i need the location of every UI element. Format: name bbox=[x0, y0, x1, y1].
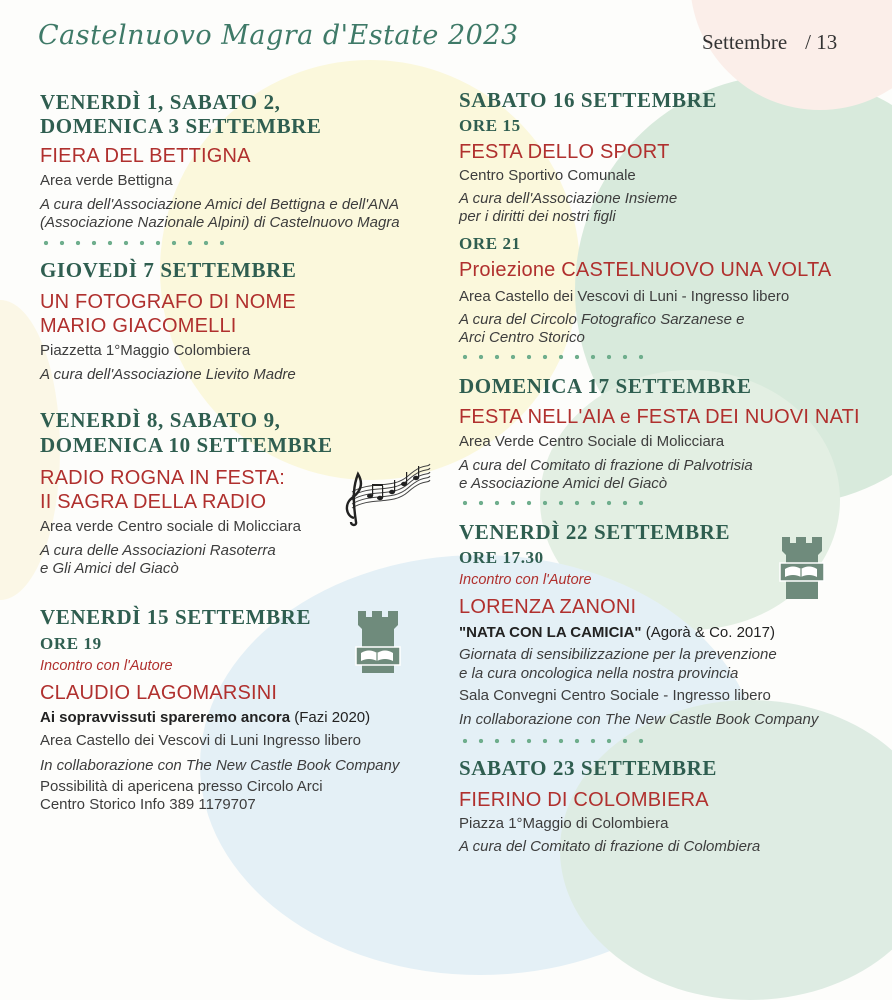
book-info: (Fazi 2020) bbox=[290, 709, 371, 726]
event-note: e Associazione Amici del Giacò bbox=[459, 475, 668, 492]
event-note: A cura del Comitato di frazione di Colombiera bbox=[459, 838, 761, 855]
title-part: e bbox=[619, 407, 631, 428]
event-title: CLAUDIO LAGOMARSINI bbox=[40, 682, 278, 704]
event-place: Area verde Bettigna bbox=[40, 172, 173, 189]
event-title: UN FOTOGRAFO DI NOME bbox=[40, 291, 296, 313]
event-note: A cura del Comitato di frazione di Palvotrisia bbox=[459, 457, 753, 474]
music-notes-icon bbox=[338, 460, 432, 528]
event-note: A cura delle Associazioni Rasoterra bbox=[40, 542, 276, 559]
title-prefix: Proiezione bbox=[459, 259, 562, 281]
page-number: / 13 bbox=[805, 30, 838, 54]
event-place: Area Verde Centro Sociale di Molicciara bbox=[459, 433, 725, 450]
event-book bbox=[40, 709, 370, 726]
event-day: DOMENICA 10 SETTEMBRE bbox=[40, 433, 333, 457]
dotted-separator bbox=[457, 500, 649, 506]
event-place: Area Castello dei Vescovi di Luni - Ingresso libero bbox=[459, 288, 790, 305]
event-title: FIERINO DI COLOMBIERA bbox=[459, 789, 709, 811]
event-day: GIOVEDÌ 7 SETTEMBRE bbox=[40, 258, 297, 282]
month-label: Settembre bbox=[702, 30, 788, 54]
event-title: FIERA DEL BETTIGNA bbox=[40, 145, 251, 167]
event-title bbox=[459, 405, 860, 430]
page-indicator bbox=[702, 30, 837, 55]
event-day: VENERDÌ 22 SETTEMBRE bbox=[459, 520, 731, 544]
event-note: e Gli Amici del Giacò bbox=[40, 560, 179, 577]
event-category: Incontro con l'Autore bbox=[459, 572, 592, 588]
event-note: per i diritti dei nostri figli bbox=[459, 208, 616, 225]
event-title: II SAGRA DELLA RADIO bbox=[40, 491, 267, 513]
event-place: Piazzetta 1°Maggio Colombiera bbox=[40, 342, 251, 359]
event-note: (Associazione Nazionale Alpini) di Castelnuovo Magra bbox=[40, 214, 400, 231]
event-day: VENERDÌ 8, SABATO 9, bbox=[40, 408, 281, 432]
event-note: e la cura oncologica nella nostra provincia bbox=[459, 665, 739, 682]
event-book bbox=[459, 624, 775, 641]
event-time: ORE 19 bbox=[40, 634, 102, 653]
dotted-separator bbox=[38, 240, 230, 246]
event-note: In collaborazione con The New Castle Book Company bbox=[40, 757, 400, 774]
book-info: (Agorà & Co. 2017) bbox=[641, 624, 775, 641]
title-part: FESTA NELL'AIA bbox=[459, 406, 620, 428]
dotted-separator bbox=[457, 354, 649, 360]
event-title: RADIO ROGNA IN FESTA: bbox=[40, 467, 285, 489]
event-note: Giornata di sensibilizzazione per la prevenzione bbox=[459, 646, 777, 663]
event-title: LORENZA ZANONI bbox=[459, 596, 637, 618]
event-note: Arci Centro Storico bbox=[459, 329, 585, 346]
castle-book-icon bbox=[776, 533, 828, 605]
event-day: DOMENICA 3 SETTEMBRE bbox=[40, 114, 322, 138]
event-day: SABATO 23 SETTEMBRE bbox=[459, 756, 718, 780]
event-note: A cura dell'Associazione Amici del Bettigna e dell'ANA bbox=[40, 196, 399, 213]
event-place: Area verde Centro sociale di Molicciara bbox=[40, 518, 301, 535]
book-title: Ai sopravvissuti spareremo ancora bbox=[40, 709, 291, 726]
event-place: Piazza 1°Maggio di Colombiera bbox=[459, 815, 669, 832]
event-place: Sala Convegni Centro Sociale - Ingresso libero bbox=[459, 687, 771, 704]
event-title: MARIO GIACOMELLI bbox=[40, 315, 237, 337]
title-main: CASTELNUOVO UNA VOLTA bbox=[561, 259, 832, 281]
title-part: FESTA DEI NUOVI NATI bbox=[630, 406, 860, 428]
event-note: A cura dell'Associazione Lievito Madre bbox=[40, 366, 296, 383]
event-day: VENERDÌ 15 SETTEMBRE bbox=[40, 605, 312, 629]
castle-book-icon bbox=[352, 607, 404, 679]
event-title: FESTA DELLO SPORT bbox=[459, 141, 670, 163]
event-title bbox=[459, 258, 831, 282]
event-note: In collaborazione con The New Castle Book Company bbox=[459, 711, 819, 728]
event-place: Area Castello dei Vescovi di Luni Ingresso libero bbox=[40, 732, 362, 749]
event-note: A cura del Circolo Fotografico Sarzanese e bbox=[459, 311, 745, 328]
event-extra: Centro Storico Info 389 1179707 bbox=[40, 796, 256, 813]
event-time: ORE 15 bbox=[459, 116, 521, 135]
event-time: ORE 21 bbox=[459, 234, 521, 253]
event-day: SABATO 16 SETTEMBRE bbox=[459, 88, 718, 112]
event-note: A cura dell'Associazione Insieme bbox=[459, 190, 678, 207]
dotted-separator bbox=[457, 738, 649, 744]
event-day: DOMENICA 17 SETTEMBRE bbox=[459, 374, 752, 398]
event-category: Incontro con l'Autore bbox=[40, 658, 173, 674]
book-title: "NATA CON LA CAMICIA" bbox=[459, 624, 642, 641]
brochure-title: Castelnuovo Magra d'Estate 2023 bbox=[38, 20, 519, 51]
event-time: ORE 17.30 bbox=[459, 548, 544, 567]
event-extra: Possibilità di apericena presso Circolo Arci bbox=[40, 778, 323, 795]
event-day: VENERDÌ 1, SABATO 2, bbox=[40, 90, 281, 114]
event-place: Centro Sportivo Comunale bbox=[459, 167, 636, 184]
